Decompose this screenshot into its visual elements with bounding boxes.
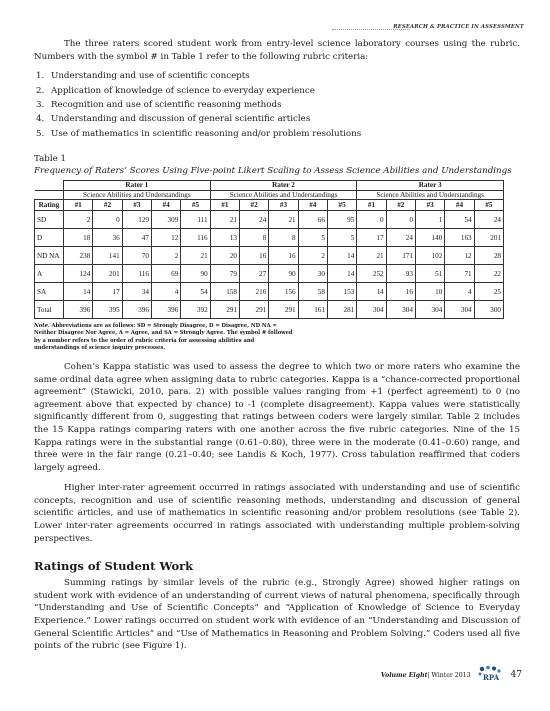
table-cell: 171	[386, 247, 415, 265]
criterion-col-header: #3	[269, 200, 298, 211]
criterion-col-header: #1	[210, 200, 239, 211]
table-row	[35, 265, 504, 283]
table-cell: 70	[122, 247, 151, 265]
table-cell: 153	[327, 283, 356, 301]
table-cell: 102	[415, 247, 444, 265]
rating-header: Rating	[35, 200, 64, 211]
table-cell: 392	[181, 301, 210, 319]
table-label: Table 1	[34, 154, 67, 165]
table-cell: 34	[122, 283, 151, 301]
table-cell: 17	[93, 283, 122, 301]
table-cell: 90	[269, 265, 298, 283]
table-cell: 14	[64, 283, 93, 301]
criteria-text: Understanding and discussion of general scientific articles	[51, 114, 311, 125]
table-cell: 71	[445, 265, 474, 283]
table-cell: 116	[122, 265, 151, 283]
rater-header: Rater 3	[357, 180, 504, 190]
criteria-item	[34, 127, 520, 141]
table-cell: 21	[269, 211, 298, 229]
table-cell: 54	[181, 283, 210, 301]
table-cell: 8	[239, 229, 268, 247]
footer-volume: Volume Eight	[380, 671, 428, 679]
table-cell: 156	[269, 283, 298, 301]
table-cell: 252	[357, 265, 386, 283]
table-cell: 22	[474, 265, 503, 283]
table-cell: 8	[269, 229, 298, 247]
table-cell: 4	[151, 283, 180, 301]
table-cell: 5	[298, 229, 327, 247]
table-row	[35, 211, 504, 229]
criterion-col-header: #3	[122, 200, 151, 211]
table-cell: 12	[151, 229, 180, 247]
table-cell: 238	[64, 247, 93, 265]
criterion-col-header: #4	[298, 200, 327, 211]
table-row	[35, 229, 504, 247]
table-cell: 58	[298, 283, 327, 301]
table-cell: 93	[386, 265, 415, 283]
criteria-number: 4.	[36, 114, 45, 125]
criteria-item	[34, 98, 520, 112]
table-cell: 2	[298, 247, 327, 265]
row-label: SA	[35, 283, 64, 301]
criterion-col-header: #5	[474, 200, 503, 211]
table-cell: 216	[239, 283, 268, 301]
criteria-number: 5.	[36, 128, 45, 139]
table-cell: 304	[357, 301, 386, 319]
table-cell: 36	[93, 229, 122, 247]
sub-header: Science Abilities and Understandings	[357, 190, 504, 200]
table-cell: 4	[445, 283, 474, 301]
table-cell: 304	[445, 301, 474, 319]
rater-header: Rater 1	[64, 180, 211, 190]
table-cell: 14	[327, 265, 356, 283]
criterion-col-header: #5	[181, 200, 210, 211]
table-cell: 158	[210, 283, 239, 301]
table-cell: 17	[357, 229, 386, 247]
rpa-logo	[477, 665, 503, 685]
sub-header: Science Abilities and Understandings	[64, 190, 211, 200]
table-cell: 140	[415, 229, 444, 247]
table-cell: 24	[474, 211, 503, 229]
table-cell: 14	[327, 247, 356, 265]
rater-header: Rater 2	[210, 180, 357, 190]
table-cell: 5	[327, 229, 356, 247]
table-corner	[35, 180, 64, 190]
table-cell: 95	[327, 211, 356, 229]
table-cell: 129	[122, 211, 151, 229]
table-cell: 18	[64, 229, 93, 247]
table-caption: Frequency of Raters’ Scores Using Five-point Likert Scaling to Assess Science Abilities and Understandings	[34, 166, 512, 177]
running-head: RESEARCH & PRACTICE IN ASSESSMENT	[393, 24, 524, 30]
table-cell: 28	[474, 247, 503, 265]
table-cell: 291	[269, 301, 298, 319]
page-content	[34, 38, 520, 653]
table-cell: 30	[298, 265, 327, 283]
table-cell: 1	[415, 211, 444, 229]
table-cell: 25	[474, 283, 503, 301]
footer-issue: | Winter 2013	[427, 671, 471, 679]
criterion-col-header: #4	[151, 200, 180, 211]
criterion-col-header: #2	[386, 200, 415, 211]
table-row	[35, 301, 504, 319]
table-cell: 2	[151, 247, 180, 265]
table-cell: 16	[386, 283, 415, 301]
row-label: A	[35, 265, 64, 283]
row-label: Total	[35, 301, 64, 319]
table-cell: 396	[64, 301, 93, 319]
table-cell: 14	[357, 283, 386, 301]
criteria-text: Understanding and use of scientific concepts	[51, 71, 250, 82]
table-cell: 291	[239, 301, 268, 319]
table-cell: 161	[298, 301, 327, 319]
table-cell: 116	[181, 229, 210, 247]
table-cell: 51	[415, 265, 444, 283]
table-cell: 21	[210, 211, 239, 229]
table-cell: 396	[151, 301, 180, 319]
ratings-paragraph: Summing ratings by similar levels of the rubric (e.g., Strongly Agree) showed higher ratings on student work with evidence of an understanding of current views of natural phenomena, specifically through “Understanding and Use of Scientific Concepts” and “Application of Knowledge of Science to Everyday Experience.” Lower ratings occurred on student work with evidence of an “Understanding and Discussion of General Scientific Articles” and “Use of Mathematics in Reasoning and Problem Solving.” Coders used all five points of the rubric (see Figure 1).	[34, 578, 520, 652]
table-cell: 163	[445, 229, 474, 247]
table-cell: 12	[445, 247, 474, 265]
criterion-col-header: #4	[445, 200, 474, 211]
table-cell: 304	[386, 301, 415, 319]
criteria-number: 2.	[36, 85, 45, 96]
table-cell: 0	[386, 211, 415, 229]
criteria-item	[34, 69, 520, 83]
intro-paragraph: The three raters scored student work from entry-level science laboratory courses using the rubric. Numbers with the symbol # in Table 1 refer to the following rubric criteria:	[34, 39, 520, 62]
table-cell: 141	[93, 247, 122, 265]
criterion-col-header: #2	[239, 200, 268, 211]
table-cell: 66	[298, 211, 327, 229]
logo-text: RPA	[482, 673, 499, 682]
criteria-text: Recognition and use of scientific reasoning methods	[51, 100, 282, 110]
table-cell: 10	[415, 283, 444, 301]
criterion-col-header: #2	[93, 200, 122, 211]
table-cell: 90	[181, 265, 210, 283]
criteria-text: Application of knowledge of science to everyday experience	[51, 85, 315, 96]
criterion-col-header: #5	[327, 200, 356, 211]
note-text: Abbreviations are as follows: SD = Strongly Disagree, D = Disagree, ND NA = Neither Disagree Nor Agree, A = Agree, and SA = Strongly Agree. The symbol # followed by a number refers to the order of rubric criteria for assessing abilities and understandings of science inquiry processes.	[34, 323, 293, 351]
table-cell: 0	[357, 211, 386, 229]
table-cell: 0	[93, 211, 122, 229]
page-number: 47	[510, 670, 522, 680]
table-cell: 309	[151, 211, 180, 229]
table-cell: 69	[151, 265, 180, 283]
criteria-item	[34, 84, 520, 98]
table-cell: 2	[64, 211, 93, 229]
page-footer	[381, 665, 522, 685]
table-cell: 111	[181, 211, 210, 229]
criterion-col-header: #3	[415, 200, 444, 211]
table-cell: 201	[93, 265, 122, 283]
table-row	[35, 247, 504, 265]
table-cell: 27	[239, 265, 268, 283]
criteria-number: 3.	[36, 100, 45, 110]
table-cell: 201	[474, 229, 503, 247]
criterion-col-header: #1	[64, 200, 93, 211]
table-cell: 20	[210, 247, 239, 265]
table-cell: 300	[474, 301, 503, 319]
criteria-item	[34, 112, 520, 126]
agreement-paragraph: Higher inter-rater agreement occurred in ratings associated with understanding and use of scientific concepts, recognition and use of scientific reasoning methods, understanding and discussion of general scientific articles, and use of mathematics in scientific reasoning and/or problem resolutions (see Table 2). Lower inter-rater agreements occurred in ratings associated with understanding multiple problem-solving perspectives.	[34, 483, 520, 544]
table-note	[34, 323, 294, 352]
table-cell: 24	[239, 211, 268, 229]
kappa-paragraph: Cohen’s Kappa statistic was used to assess the degree to which two or more raters who examine the same ordinal data agree when assigning data to rubric categories. Kappa is a “chance-corrected proportional agreement” (Stawicki, 2010, para. 2) with possible values ranging from +1 (perfect agreement) to 0 (no agreement above that expected by chance) to -1 (complete disagreement). Kappa values were statistically significantly different from 0, suggesting that ratings between coders were largely similar. Table 2 includes the 15 Kappa ratings comparing raters with one another across the five rubric categories. Nine of the 15 Kappa ratings were in the substantial range (0.61–0.80), three were in the moderate (0.41–0.60) range, and three were in the fair range (0.21–0.40; see Landis & Koch, 1977). Cross tabulation reaffirmed that coders largely agreed.	[34, 361, 520, 473]
table-cell: 124	[64, 265, 93, 283]
table-cell: 21	[357, 247, 386, 265]
table-row	[35, 283, 504, 301]
table-cell: 304	[415, 301, 444, 319]
criteria-number: 1.	[36, 71, 45, 82]
criteria-text: Use of mathematics in scientific reasoning and/or problem resolutions	[51, 128, 362, 139]
criteria-list	[34, 69, 520, 141]
table-corner	[35, 190, 64, 200]
table-cell: 21	[181, 247, 210, 265]
table-cell: 13	[210, 229, 239, 247]
table-cell: 396	[122, 301, 151, 319]
section-heading: Ratings of Student Work	[34, 559, 194, 574]
note-label: Note.	[34, 323, 50, 330]
frequency-table	[34, 180, 504, 320]
criterion-col-header: #1	[357, 200, 386, 211]
table-cell: 54	[445, 211, 474, 229]
table-cell: 281	[327, 301, 356, 319]
row-label: D	[35, 229, 64, 247]
table-cell: 16	[269, 247, 298, 265]
sub-header: Science Abilities and Understandings	[210, 190, 357, 200]
table-cell: 291	[210, 301, 239, 319]
table-cell: 24	[386, 229, 415, 247]
table-cell: 16	[239, 247, 268, 265]
table-cell: 79	[210, 265, 239, 283]
row-label: ND NA	[35, 247, 64, 265]
row-label: SD	[35, 211, 64, 229]
table-cell: 395	[93, 301, 122, 319]
table-cell: 47	[122, 229, 151, 247]
